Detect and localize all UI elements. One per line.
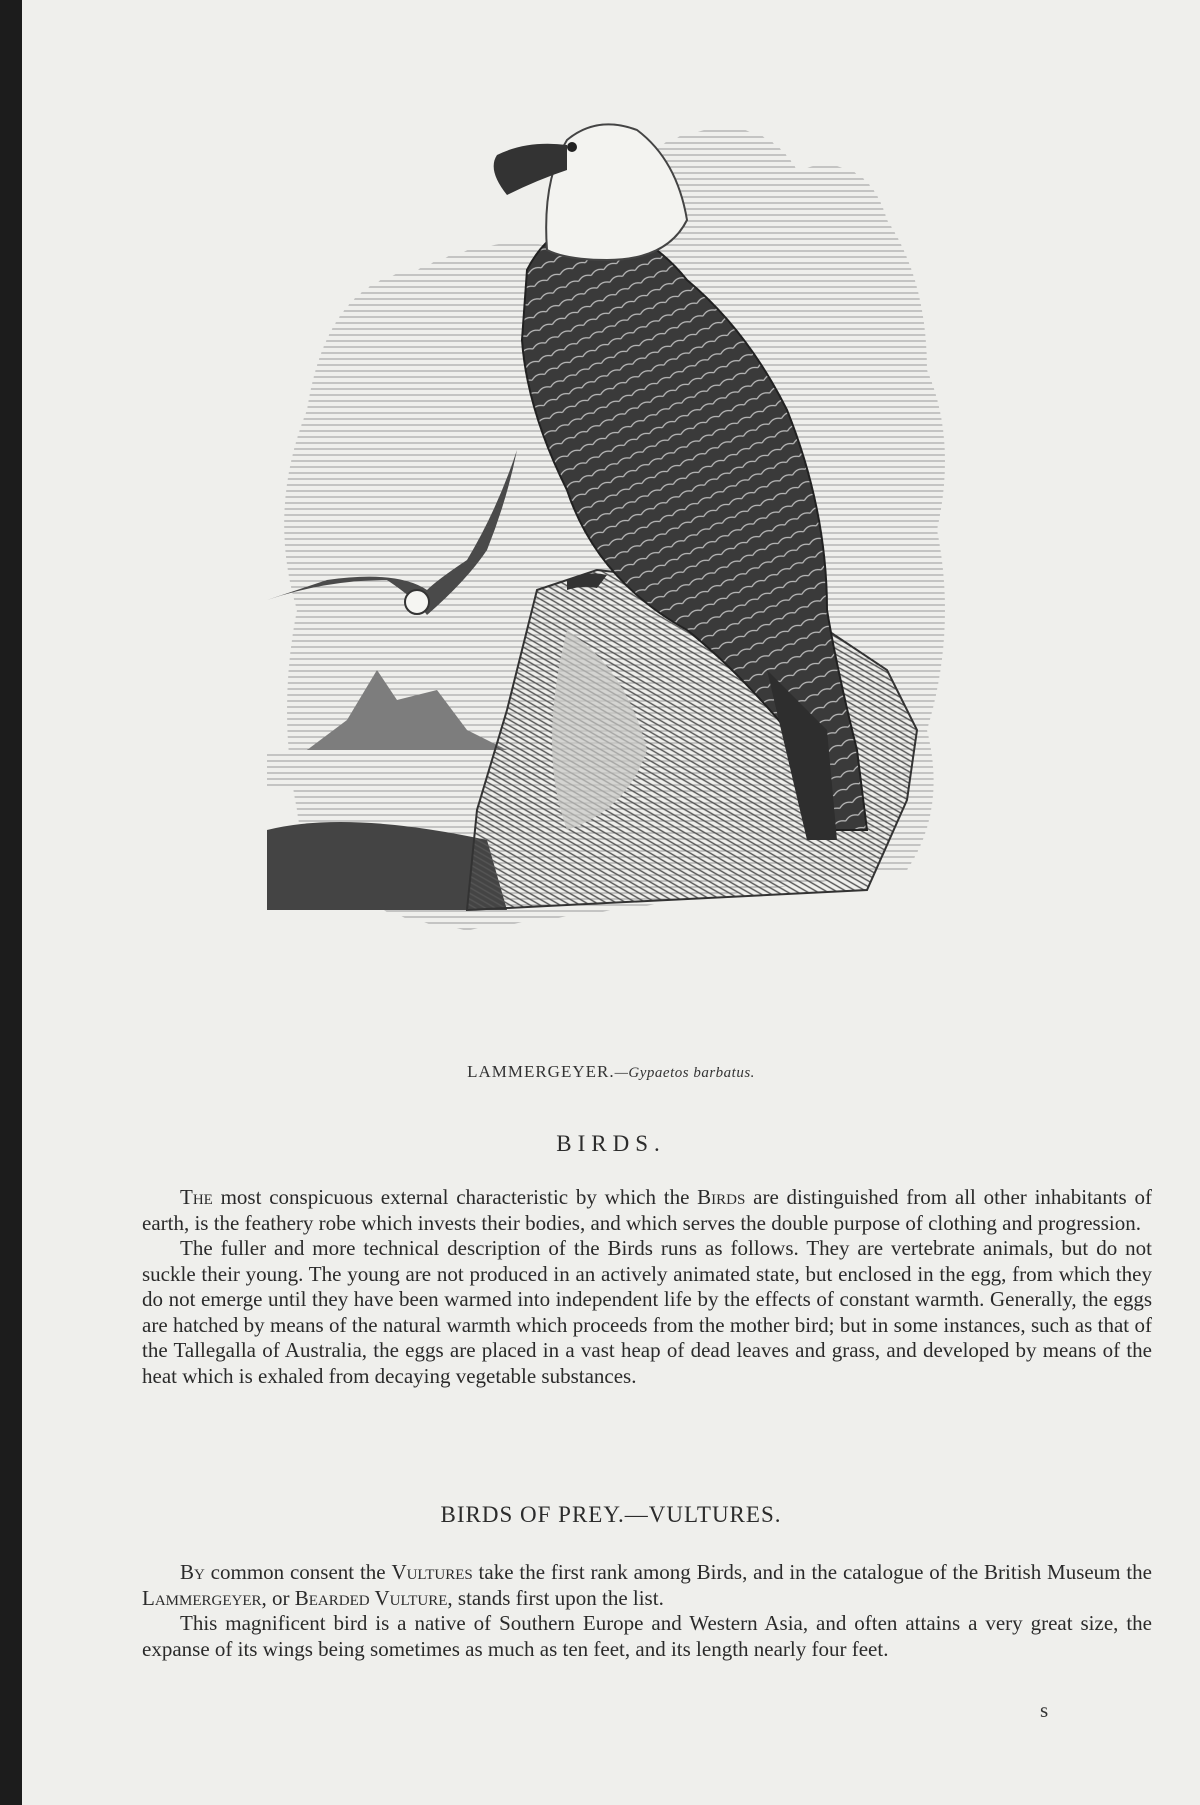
paragraph-3-text-c: , or xyxy=(261,1585,295,1610)
figure-caption xyxy=(22,1062,1200,1082)
section-heading-birds: BIRDS. xyxy=(556,1131,666,1156)
paragraph-3-bearded-vulture: Bearded Vulture xyxy=(294,1585,448,1610)
flying-bird-head xyxy=(405,590,429,614)
paragraph-3-text-a: common consent the xyxy=(204,1560,392,1584)
paragraph-3-text-d: , stands first upon the list. xyxy=(447,1585,664,1610)
text-block-birds xyxy=(142,1185,1152,1389)
paragraph-1-lead: The xyxy=(180,1185,213,1209)
lammergeyer-engraving xyxy=(267,110,1057,1070)
text-block-vultures xyxy=(142,1560,1152,1662)
paragraph-1-birds: Birds xyxy=(697,1185,746,1209)
paragraph-3-vultures: Vultures xyxy=(391,1560,473,1584)
paragraph-4: This magnificent bird is a native of Southern Europe and Western Asia, and often attains a very great size, the expanse of its wings being sometimes as much as ten feet, and its length nearly four feet. xyxy=(142,1611,1152,1661)
vulture-eye xyxy=(567,142,577,152)
caption-latin-name: —Gypaetos barbatus. xyxy=(614,1065,755,1081)
paragraph-3-lammergeyer: Lammergeyer xyxy=(142,1585,262,1610)
paragraph-1-text-b: are distinguished from all other inhabitants of earth, is the feathery robe which invests their bodies, and which serves the double purpose of clothing and progression. xyxy=(142,1185,1152,1235)
paragraph-3-lead: By xyxy=(180,1560,205,1584)
book-page xyxy=(22,0,1200,1805)
paragraph-3-text-b: take the first rank among Birds, and in the catalogue of the British Museum the xyxy=(472,1560,1152,1584)
section-heading-vultures: BIRDS OF PREY.—VULTURES. xyxy=(440,1502,782,1527)
paragraph-2: The fuller and more technical description of the Birds runs as follows. They are vertebrate animals, but do not suckle their young. The young are not produced in an actively animated state, but enclosed in the egg, from which they do not emerge until they have been warmed into independent life by the effects of constant warmth. Generally, the eggs are hatched by means of the natural warmth which proceeds from the mother bird; but in some instances, such as that of the Tallegalla of Australia, the eggs are placed in a vast heap of dead leaves and grass, and developed by means of the heat which is exhaled from decaying vegetable substances. xyxy=(142,1236,1152,1388)
signature-mark: s xyxy=(1040,1698,1049,1722)
caption-common-name: LAMMERGEYER. xyxy=(467,1062,615,1081)
paragraph-3 xyxy=(142,1560,1152,1611)
paragraph-1-text-a: most conspicuous external characteristic by which the xyxy=(212,1185,698,1209)
paragraph-1 xyxy=(142,1185,1152,1236)
